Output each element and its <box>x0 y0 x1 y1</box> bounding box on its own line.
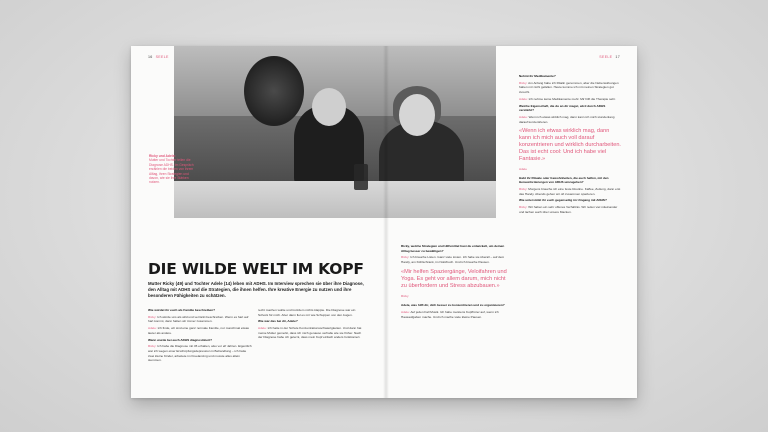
answer-text: Morgens brauche ich eine feste Routine. Kaffee, Zeitung, dann erst das Handy. Abends gehen wir oft zusammen spazieren. <box>519 187 621 196</box>
speaker-name: Ricky: <box>148 314 157 319</box>
interview-question: Adele, was hilft dir, dich besser zu konzentrieren und zu organisieren? <box>401 303 505 308</box>
speaker-name: Ricky: <box>519 187 528 192</box>
answer-text: Ich hatte in der Schule Konzentrationsschwierigkeiten. Und dann hat meine Mutter gemerkt, dass ich mich genauso verhalte wie sie früher. Nach der Diagnose habe ich gelernt, dass mein Kopf einfach anders funktioniert. <box>258 326 362 340</box>
answer-text: Auf jeden Fall Musik. Ich habe meistens Kopfhörer auf, wenn ich Hausaufgaben mache. Und ich mache viele kleine Pausen. <box>401 309 499 319</box>
speaker-name: Adele: <box>519 96 528 101</box>
speaker-name: Ricky: <box>401 255 410 260</box>
glass-icon <box>354 164 368 190</box>
text-column-4 <box>519 74 621 217</box>
pull-quote-1: «Mir helfen Spaziergänge, Veloifahren und Yoga. Es geht vor allem darum, mich nicht zu überfordern und Stress abzubauen.» <box>401 268 507 289</box>
interview-answer <box>148 326 252 335</box>
speaker-name: Ricky: <box>519 80 528 85</box>
interview-answer <box>519 205 621 214</box>
speaker-name: Ricky: <box>148 344 157 349</box>
answer-text: Ich brauche Listen. Ganz viele Listen. Ich habe sie überall – auf dem Handy, am Kühlschrank, im Notizbuch. Und ich brauche Pausen. <box>401 255 505 264</box>
article-headline: DIE WILDE WELT IM KOPF <box>148 260 364 278</box>
interview-question: Ricky, welche Strategien und Hilfsmittel hast du entwickelt, um deinen Alltag besser zu bewältigen? <box>401 244 505 253</box>
interview-answer <box>401 255 507 264</box>
speaker-name: Adele: <box>519 114 528 119</box>
interview-answer <box>519 115 621 124</box>
interview-answer <box>519 81 621 95</box>
interview-question: Welche Eigenschaft, die du an dir magst, wird durch ADHS verstärkt? <box>519 103 606 113</box>
pull-quote-1-source: Ricky <box>401 293 409 298</box>
interview-answer <box>258 326 362 340</box>
answer-text: Ich finde, wir sind eine ganz normale Familie, nur manchmal etwas lauter als andere. <box>148 326 249 335</box>
answer-text: Wir haben ein sehr offenes Verhältnis. Wir reden viel miteinander und lachen auch über unsere Macken. <box>519 205 618 214</box>
pull-quote-2-source: Adele <box>519 167 527 172</box>
text-column-1 <box>148 308 252 365</box>
left-page-number: 16 SEELE <box>148 55 169 59</box>
interview-answer <box>148 315 252 324</box>
book-gutter <box>383 46 389 398</box>
speaker-name: Adele: <box>401 309 410 314</box>
speaker-name: Ricky: <box>519 205 528 210</box>
answer-text: Ich würde uns als wild und verrückt beschreiben. Wenn es hart auf hart kommt, dann halten wir immer zusammen. <box>148 314 249 324</box>
answer-text: Ich habe die Diagnose mit 45 erhalten, also vor elf Jahren. Eigentlich war ich wegen einer Erschöpfungsdepression in Behandlung – ich hatte zwei kleine Kinder, arbeitete im Freelancing und musste alles allein stemmen. <box>148 344 252 363</box>
answer-text: Am Anfang habe ich Ritalin genommen, aber die Nebenwirkungen haben mir nicht gefallen. Heute komme ich mit meinen Strategien gut zurecht. <box>519 80 619 94</box>
interview-answer <box>148 344 252 362</box>
interview-question: Nehmt ihr Medikamente? <box>519 74 556 78</box>
speaker-name: Adele: <box>148 326 157 331</box>
magazine-spread <box>131 46 637 398</box>
interview-photo <box>174 46 496 218</box>
right-page-number: SEELE 17 <box>599 55 620 59</box>
interview-question: Habt ihr Rituale oder Gewohnheiten, die euch helfen, mit den Herausforderungen von ADHS umzugehen? <box>519 175 609 185</box>
text-column-3 <box>401 244 507 321</box>
interview-question: Wie war das bei dir, Adele? <box>258 319 298 324</box>
pull-quote-2: «Wenn ich etwas wirklich mag, dann kann ich mich auch voll darauf konzentrieren und wirklich durcharbeiten. Das ist echt cool: Und ich habe viel Fantasie.» <box>519 128 621 163</box>
interview-answer <box>519 187 621 196</box>
interview-answer <box>258 308 362 317</box>
speaker-name: Adele: <box>258 326 267 331</box>
interview-question: Wie unterstützt ihr euch gegenseitig im Umgang mit ADHS? <box>519 198 607 203</box>
answer-text: recht machen wollte und trotzdem nichts klappte. Die Diagnose war ein Schock für mich. Aber dann fiel es mir wie Schuppen von den Augen. <box>258 308 356 317</box>
interview-question: Wann wurde bei euch ADHS diagnostiziert? <box>148 337 213 342</box>
photo-caption: Ricky und Adele: Mutter und Tochter teilen die Diagnose ADHS. Im Gespräch erzählen die beiden von ihrem Alltag, ihren Strategien und davon, wie sie ihre Stärken nutzen. <box>149 154 194 185</box>
interview-answer <box>401 310 507 319</box>
article-lead: Mutter Ricky (49) und Tochter Adele (14) leben mit ADHS. Im Interview sprechen sie über ihre Diagnose, den Alltag mit ADHS und die Strategien, die ihnen helfen. Ihre kreative Energie zu nutzen und ihre besonderen Fähigkeiten zu schätzen. <box>148 281 364 298</box>
interview-answer <box>519 97 621 102</box>
answer-text: Ich nehme keine Medikamente mehr. Mir hilft die Therapie sehr. <box>528 96 616 101</box>
text-column-2 <box>258 308 362 342</box>
answer-text: Wenn ich etwas wirklich mag, dann kann ich mich stundenlang darauf konzentrieren. <box>519 114 615 124</box>
interview-question: Wie würdet ihr euch als Familie beschreiben? <box>148 308 216 312</box>
